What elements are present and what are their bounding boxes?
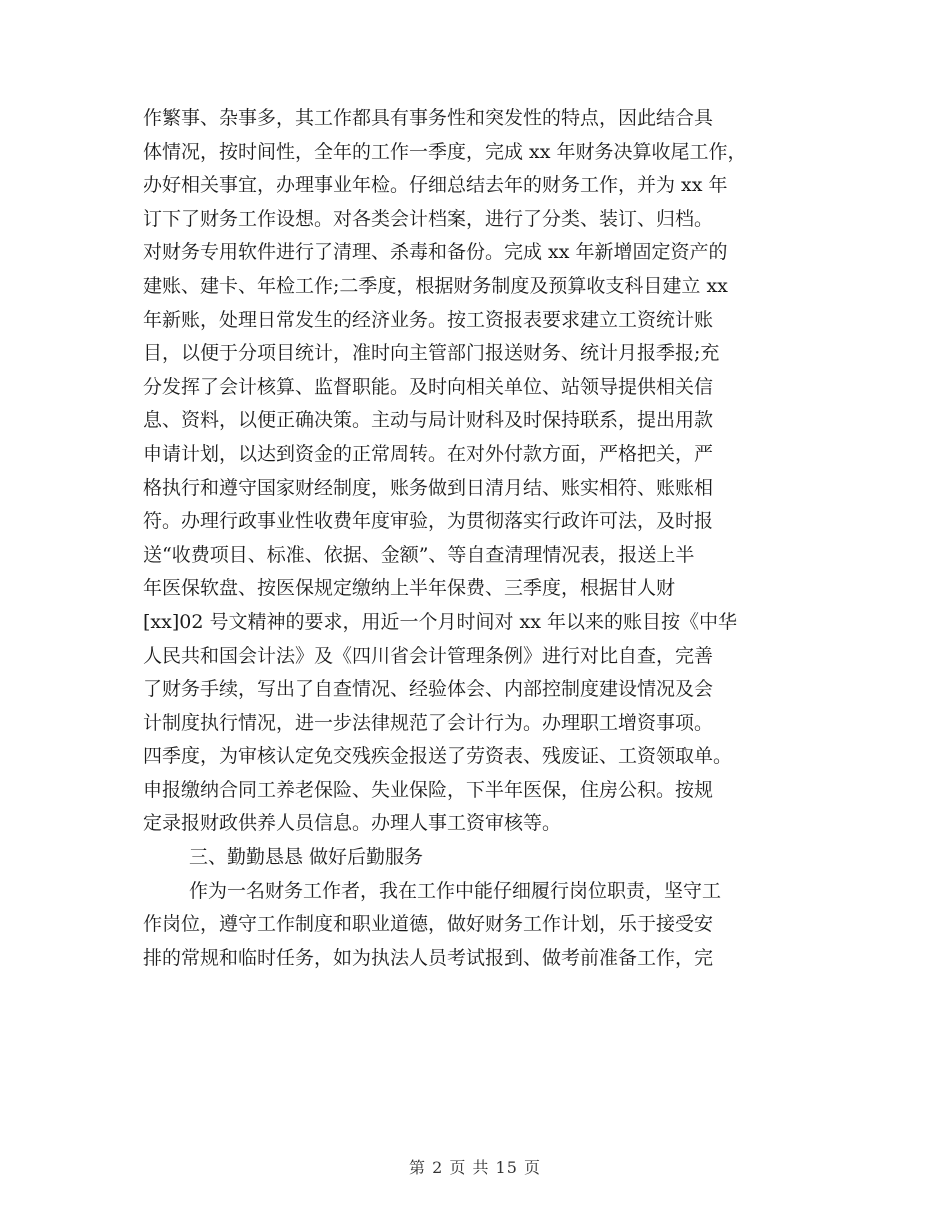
body-line-19: 计制度执行情况，进一步法律规范了会计行为。办理职工增资事项。 — [143, 711, 714, 734]
body-line-7: 年新账，处理日常发生的经济业务。按工资报表要求建立工资统计账 — [143, 308, 714, 331]
body-line-9: 分发挥了会计核算、监督职能。及时向相关单位、站领导提供相关信 — [143, 375, 714, 398]
body-line-22: 定录报财政供养人员信息。办理人事工资审核等。 — [143, 812, 562, 835]
body-line-6: 建账、建卡、年检工作;二季度，根据财务制度及预算收支科目建立 xx — [143, 274, 728, 297]
body-line-13: 符。办理行政事业性收费年度审验，为贯彻落实行政许可法，及时报 — [143, 510, 714, 533]
body-line-2: 体情况，按时间性，全年的工作一季度，完成 xx 年财务决算收尾工作， — [143, 140, 747, 163]
body-line-14: 送“收费项目、标准、依据、金额”、等自查清理情况表，报送上半 — [143, 543, 695, 566]
body-line-8: 目，以便于分项目统计，准时向主管部门报送财务、统计月报季报;充 — [143, 342, 720, 365]
body-line-21: 申报缴纳合同工养老保险、失业保险，下半年医保，住房公积。按规 — [143, 778, 714, 801]
body-line-18: 了财务手续，写出了自查情况、经验体会、内部控制度建设情况及会 — [143, 678, 714, 701]
body-line-15: 年医保软盘、按医保规定缴纳上半年保费、三季度，根据甘人财 — [143, 577, 676, 600]
section-line-2: 作岗位，遵守工作制度和职业道德，做好财务工作计划，乐于接受安 — [143, 913, 714, 936]
body-line-5: 对财务专用软件进行了清理、杀毒和备份。完成 xx 年新增固定资产的 — [143, 241, 728, 264]
body-line-3: 办好相关事宜，办理事业年检。仔细总结去年的财务工作，并为 xx 年 — [143, 174, 728, 197]
body-line-1: 作繁事、杂事多，其工作都具有事务性和突发性的特点，因此结合具 — [143, 107, 714, 129]
body-line-11: 申请计划，以达到资金的正常周转。在对外付款方面，严格把关，严 — [143, 442, 714, 465]
section-line-3: 排的常规和临时任务，如为执法人员考试报到、做考前准备工作，完 — [143, 946, 714, 969]
section-heading: 三、勤勤恳恳 做好后勤服务 — [189, 846, 424, 869]
page-number-footer: 第 2 页 共 15 页 — [409, 1158, 541, 1177]
body-line-12: 格执行和遵守国家财经制度，账务做到日清月结、账实相符、账账相 — [143, 476, 714, 499]
body-line-16: [xx]02 号文精神的要求，用近一个月时间对 xx 年以来的账目按《中华 — [143, 610, 737, 633]
body-line-20: 四季度，为审核认定免交残疾金报送了劳资表、残废证、工资领取单。 — [143, 745, 733, 768]
body-line-10: 息、资料，以便正确决策。主动与局计财科及时保持联系，提出用款 — [143, 409, 714, 432]
body-line-17: 人民共和国会计法》及《四川省会计管理条例》进行对比自查，完善 — [143, 644, 714, 667]
document-body — [143, 102, 823, 975]
section-line-1: 作为一名财务工作者，我在工作中能仔细履行岗位职责，坚守工 — [189, 879, 722, 902]
body-line-4: 订下了财务工作设想。对各类会计档案，进行了分类、装订、归档。 — [143, 207, 714, 230]
